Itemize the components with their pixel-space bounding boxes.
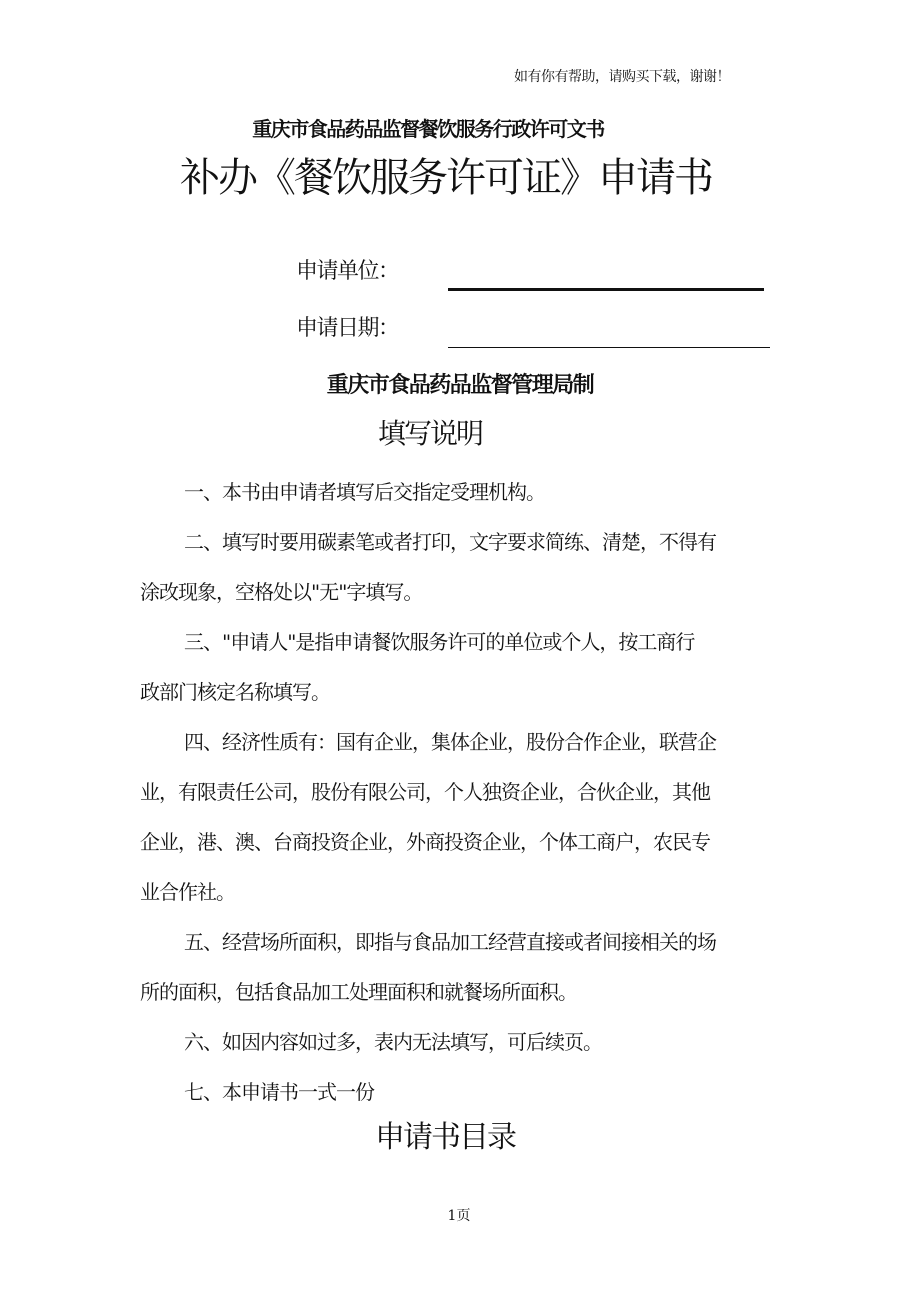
applicant-unit-label: 申请单位：: [296, 259, 399, 284]
instruction-line: 二、填写时要用碳素笔或者打印，文字要求简练、清楚，不得有: [184, 530, 716, 554]
instruction-line: 六、如因内容如过多，表内无法填写，可后续页。: [184, 1030, 602, 1054]
instruction-line: 政部门核定名称填写。: [140, 680, 330, 704]
issuer-line: 重庆市食品药品监督管理局制: [326, 373, 594, 398]
application-date-line: [448, 347, 770, 348]
instruction-line: 四、经济性质有：国有企业，集体企业，股份合作企业，联营企: [184, 730, 716, 754]
instruction-line: 三、"申请人"是指申请餐饮服务许可的单位或个人，按工商行: [184, 630, 695, 654]
instruction-line: 五、经营场所面积，即指与食品加工经营直接或者间接相关的场: [184, 930, 716, 954]
application-date-label: 申请日期：: [296, 316, 399, 341]
instructions-heading: 填写说明: [377, 417, 482, 450]
header-note: 如有你有帮助，请购买下载，谢谢！: [514, 69, 730, 85]
instruction-line: 七、本申请书一式一份: [184, 1080, 374, 1104]
toc-heading: 申请书目录: [375, 1120, 515, 1155]
instruction-line: 所的面积，包括食品加工处理面积和就餐场所面积。: [140, 980, 577, 1004]
applicant-unit-line: [448, 288, 764, 291]
instruction-line: 业合作社。: [140, 880, 235, 904]
instruction-line: 涂改现象，空格处以"无"字填写。: [140, 580, 423, 604]
instruction-line: 企业，港、澳、台商投资企业，外商投资企业，个体工商户，农民专: [140, 830, 710, 854]
document-subtitle: 重庆市食品药品监督餐饮服务行政许可文书: [252, 117, 604, 141]
instruction-line: 一、本书由申请者填写后交指定受理机构。: [184, 480, 545, 504]
instruction-line: 业，有限责任公司，股份有限公司，个人独资企业，合伙企业，其他: [140, 780, 710, 804]
page-number: 1页: [447, 1208, 471, 1224]
document-title: 补办《餐饮服务许可证》申请书: [180, 155, 712, 201]
